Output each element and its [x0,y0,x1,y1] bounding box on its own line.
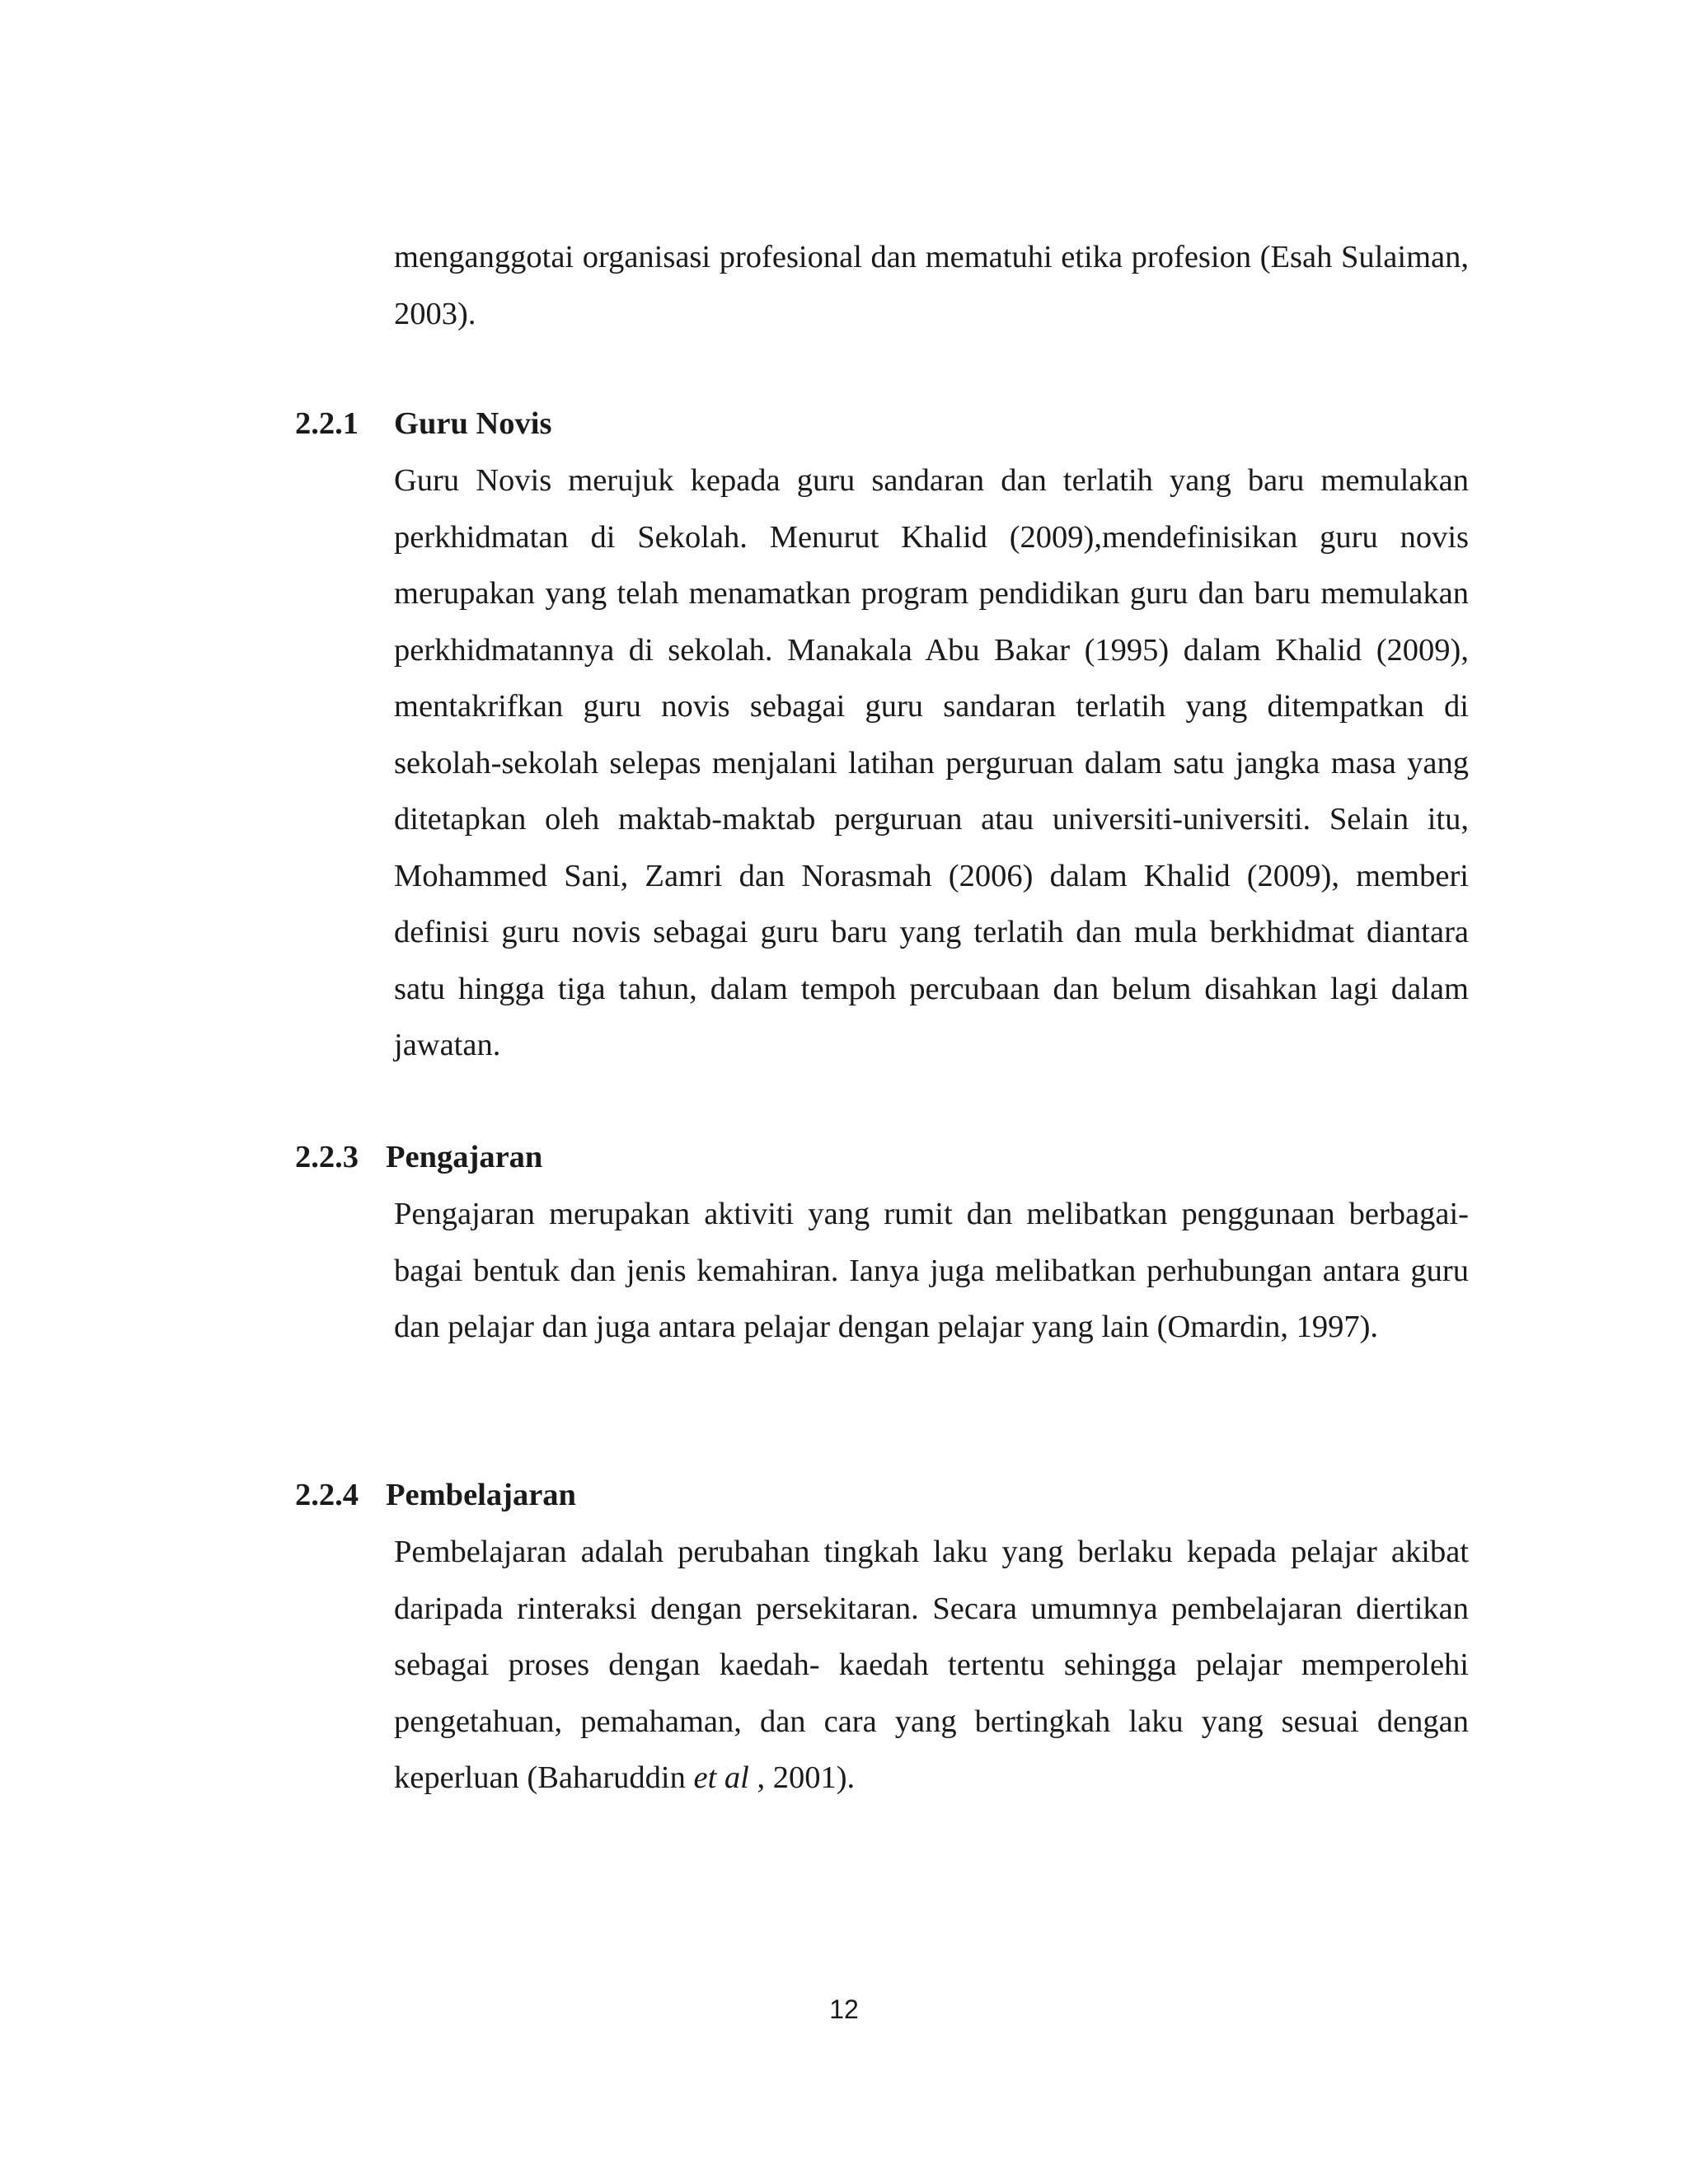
section-number: 2.2.4 [295,1478,359,1512]
opening-paragraph: menganggotai organisasi profesional dan mematuhi etika profesion (Esah Sulaiman, 2003). [394,240,1469,331]
section-title: Guru Novis [394,406,552,441]
section-number: 2.2.1 [295,406,359,441]
section-body-guru-novis: Guru Novis merujuk kepada guru sandaran dan terlatih yang baru memulakan perkhidmatan di Sekolah. Menurut Khalid (2009),mendefinisikan guru novis merupakan yang telah menamatkan program pendidikan guru dan baru memulakan perkhidmatannya di sekolah. Manakala Abu Bakar (1995) dalam Khalid (2009), mentakrifkan guru novis sebagai guru sandaran terlatih yang ditempatkan di sekolah-sekolah selepas menjalani latihan perguruan dalam satu jangka masa yang ditetapkan oleh maktab-maktab perguruan atau universiti-universiti. Selain itu, Mohammed Sani, Zamri dan Norasmah (2006) dalam Khalid (2009), memberi definisi guru novis sebagai guru baru yang terlatih dan mula berkhidmat diantara satu hingga tiga tahun, dalam tempoh percubaan dan belum disahkan lagi dalam jawatan. [394,463,1469,1062]
section-title: Pengajaran [386,1140,543,1174]
section-title: Pembelajaran [386,1478,576,1512]
body-text: , 2001). [748,1760,856,1795]
section-body-pembelajaran [394,1524,1469,1807]
italic-citation: et al [693,1760,749,1795]
section-body-pengajaran: Pengajaran merupakan aktiviti yang rumit dan melibatkan penggunaan berbagai-bagai bentuk dan jenis kemahiran. Ianya juga melibatkan perhubungan antara guru dan pelajar dan juga antara pelajar dengan pelajar yang lain (Omardin, 1997). [394,1197,1469,1344]
section-number: 2.2.3 [295,1140,359,1174]
section-heading-pengajaran [295,1129,542,1186]
section-heading-pembelajaran [295,1467,576,1524]
body-text: Pembelajaran adalah perubahan tingkah laku yang berlaku kepada pelajar akibat daripada rinteraksi dengan persekitaran. Secara umumnya pembelajaran diertikan sebagai proses dengan kaedah- kaedah tertentu sehingga pelajar memperolehi pengetahuan, pemahaman, dan cara yang bertingkah laku yang sesuai dengan keperluan (Baharuddin [394,1535,1469,1795]
page-number: 12 [829,1994,859,2024]
section-heading-guru-novis [295,396,551,452]
